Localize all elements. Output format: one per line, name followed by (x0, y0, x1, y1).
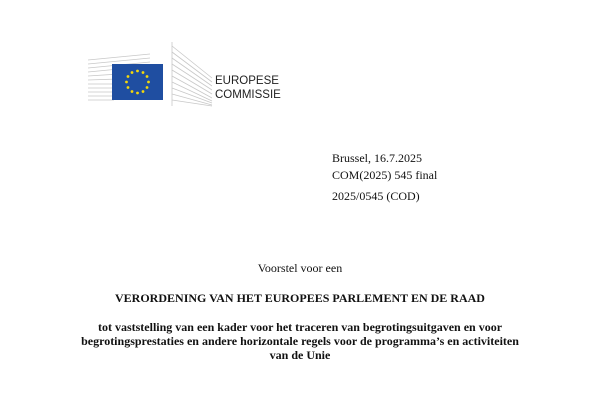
flag-star-icon (147, 81, 150, 84)
org-name-line2: COMMISSIE (215, 89, 281, 101)
subtitle-line-3: van de Unie (269, 348, 331, 362)
flag-star-icon (136, 70, 139, 73)
flag-star-icon (125, 81, 128, 84)
flag-star-icon (136, 92, 139, 95)
intro-text: Voorstel voor een (257, 261, 343, 275)
flag-star-icon (142, 71, 145, 74)
document-reference: COM(2025) 545 final (332, 168, 438, 182)
subtitle-line-1: tot vaststelling van een kader voor het traceren van begrotingsuitgaven en voor (97, 320, 503, 334)
flag-star-icon (127, 86, 130, 89)
flag-star-icon (146, 75, 149, 78)
org-name-line1: EUROPESE (215, 75, 279, 87)
flag-star-icon (142, 90, 145, 93)
european-commission-logo-icon (84, 38, 214, 108)
subtitle-line-2: begrotingsprestaties en andere horizontale regels voor de programma’s en activiteiten (81, 334, 519, 348)
flag-star-icon (131, 71, 134, 74)
place-date: Brussel, 16.7.2025 (332, 151, 422, 165)
document-title: VERORDENING VAN HET EUROPEES PARLEMENT EN DE RAAD (115, 291, 485, 305)
flag-star-icon (146, 86, 149, 89)
flag-star-icon (131, 90, 134, 93)
flag-star-icon (127, 75, 130, 78)
procedure-number: 2025/0545 (COD) (332, 189, 420, 203)
